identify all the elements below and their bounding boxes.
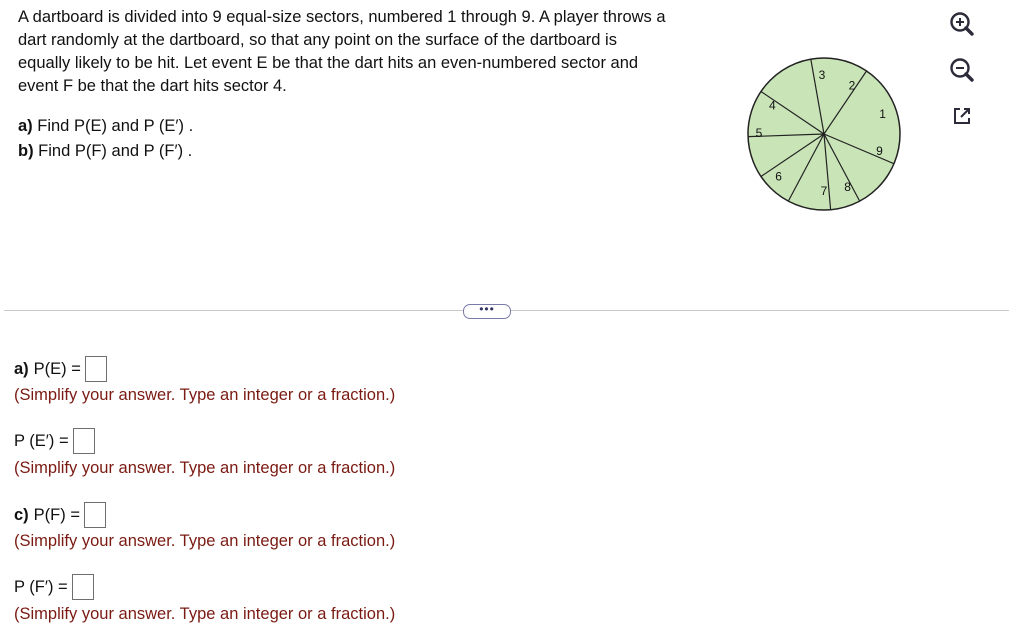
answer-input-pf-complement[interactable] [72,574,94,600]
sector-label-7: 7 [820,184,828,198]
sector-label-2: 2 [848,78,856,93]
answer-hint: (Simplify your answer. Type an integer or a fraction.) [14,386,396,404]
answer-input-pe[interactable] [85,356,107,382]
question-b-prefix: b) [18,142,34,160]
answer-label: P (E′) = [14,432,69,450]
figure-toolbar [946,8,982,146]
question-a [18,115,193,138]
question-a-text: Find P(E) and P (E′) . [37,117,194,135]
zoom-in-icon [948,10,976,38]
sector-label-8: 8 [844,179,851,194]
zoom-in-button[interactable] [946,8,978,40]
answer-label: P(F) = [33,506,80,524]
sector-label-4: 4 [769,98,776,113]
answer-prefix: a) [14,360,29,378]
sector-label-3: 3 [818,68,826,83]
answer-row-pf-complement [14,574,94,600]
sector-label-9: 9 [876,143,883,158]
sector-label-5: 5 [755,125,763,140]
sector-label-6: 6 [775,169,782,184]
answer-hint: (Simplify your answer. Type an integer or a fraction.) [14,459,396,477]
zoom-out-button[interactable] [946,54,978,86]
sector-label-1: 1 [879,106,886,121]
answer-label: P (F′) = [14,578,68,596]
more-options-button[interactable]: ••• [463,304,511,319]
answer-hint: (Simplify your answer. Type an integer or a fraction.) [14,532,396,550]
question-a-prefix: a) [18,117,33,135]
problem-statement: A dartboard is divided into 9 equal-size sectors, numbered 1 through 9. A player throws a dart randomly at the dartboard, so that any point on the surface of the dartboard is equally likely to be hit. Let event E be that the dart hits an even-numbered sector and event F be that the dart hits sector 4. [18,8,666,95]
question-b [18,140,192,163]
answer-input-pe-complement[interactable] [73,428,95,454]
answer-row-pe [14,356,107,382]
answer-prefix: c) [14,506,29,524]
answer-row-pf [14,502,106,528]
answer-label: P(E) = [33,360,81,378]
answer-hint: (Simplify your answer. Type an integer or a fraction.) [14,605,396,623]
popout-button[interactable] [946,100,978,132]
question-b-text: Find P(F) and P (F′) . [38,142,193,160]
zoom-out-icon [948,56,976,84]
popout-icon [950,104,974,128]
answer-input-pf[interactable] [84,502,106,528]
answer-row-pe-complement [14,428,95,454]
dartboard-figure [735,57,915,227]
